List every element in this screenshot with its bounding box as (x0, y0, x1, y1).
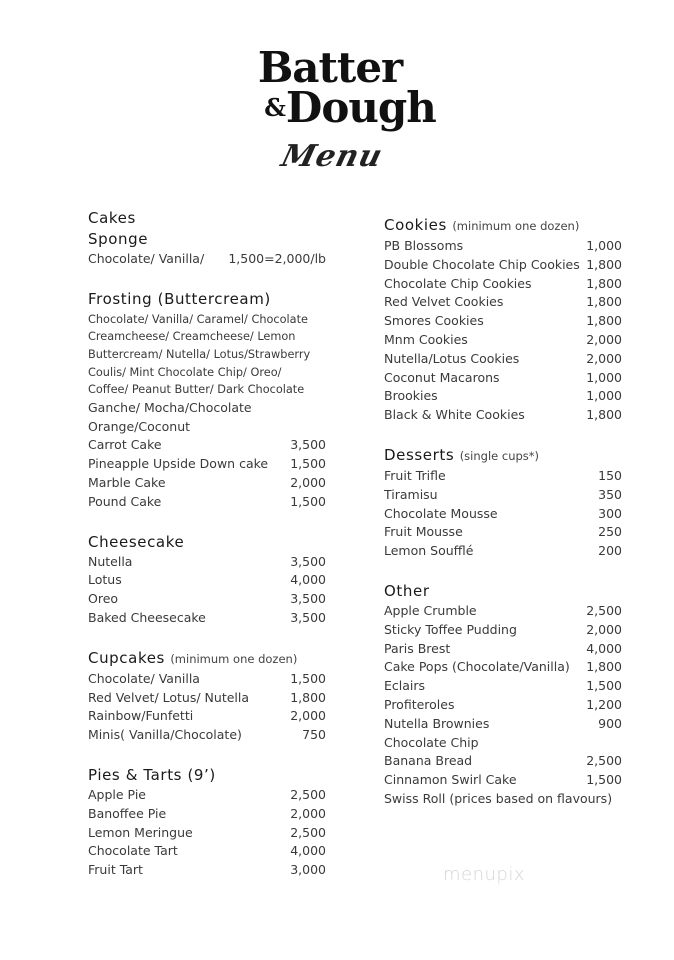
item-name: Double Chocolate Chip Cookies (384, 256, 580, 272)
item-price: 3,500 (290, 609, 326, 625)
section-title-text: Desserts (384, 445, 455, 464)
frosting-description-line: Buttercream/ Nutella/ Lotus/Strawberry (88, 347, 311, 361)
menu-item (88, 474, 326, 493)
menu-item (88, 590, 326, 609)
subsection-title-frosting: Frosting (Buttercream) (88, 289, 271, 308)
section-note: (minimum one dozen) (170, 651, 298, 666)
menu-item (384, 275, 622, 294)
menu-item (88, 726, 326, 745)
item-name: Sticky Toffee Pudding (384, 621, 517, 637)
section-title: Pies & Tarts (9’) (88, 765, 216, 784)
item-price: 3,500 (290, 437, 326, 453)
item-name: Baked Cheesecake (88, 609, 206, 625)
item-name: Nutella Brownies (384, 715, 490, 731)
item-price: 2,000 (290, 805, 326, 821)
item-name: Swiss Roll (prices based on flavours) (384, 790, 613, 806)
item-name: Chocolate/ Vanilla (88, 670, 200, 686)
item-price: 750 (302, 727, 326, 743)
section-title (384, 445, 622, 467)
item-price: 1,500 (586, 678, 622, 694)
item-price: 1,500 (586, 772, 622, 788)
menu-item (384, 237, 622, 256)
item-price: 150 (598, 467, 622, 483)
brand-name-dough: Dough (285, 83, 436, 132)
frosting-description-line: Ganche/ Mocha/Chocolate (88, 399, 252, 415)
item-price: 300 (598, 505, 622, 521)
item-name: Carrot Cake (88, 437, 162, 453)
item-name: Chocolate Mousse (384, 505, 498, 521)
menu-item (88, 805, 326, 824)
section-cupcakes (88, 648, 326, 745)
menu-item (384, 406, 622, 425)
watermark-text: menupix (443, 864, 526, 885)
item-name: Black & White Cookies (384, 407, 525, 423)
menu-item (88, 670, 326, 689)
item-name: Eclairs (384, 678, 426, 694)
frosting-description-line: Coffee/ Peanut Butter/ Dark Chocolate (88, 383, 305, 397)
item-name: Marble Cake (88, 474, 166, 490)
item-name: Paris Brest (384, 640, 451, 656)
menu-item (88, 786, 326, 805)
menu-item (88, 609, 326, 628)
item-price: 200 (598, 543, 622, 559)
section-note: (minimum one dozen) (452, 219, 580, 233)
item-price: 1,800 (586, 275, 622, 291)
item-price: 2,000 (290, 474, 326, 490)
section-other (384, 581, 622, 809)
item-price: 4,000 (290, 843, 326, 859)
menu-item (384, 790, 622, 809)
brand-ampersand: & (264, 93, 285, 122)
menu-item (384, 542, 622, 561)
item-price: 1,000 (586, 369, 622, 385)
frosting-description-line: Chocolate/ Vanilla/ Caramel/ Chocolate (88, 312, 308, 326)
menu-item (88, 689, 326, 708)
menu-item (384, 312, 622, 331)
section-cheesecake (88, 532, 326, 628)
item-price: 2,000 (290, 708, 326, 724)
menu-item (88, 493, 326, 512)
item-name: Fruit Trifle (384, 467, 446, 483)
item-name: Cinnamon Swirl Cake (384, 772, 517, 788)
item-name: Banana Bread (384, 753, 473, 769)
item-price: 1,800 (290, 689, 326, 705)
section-title: Cheesecake (88, 532, 185, 551)
item-price: 2,500 (586, 602, 622, 618)
item-price: 1,800 (586, 256, 622, 272)
menu-item (88, 571, 326, 590)
brand-name-line2 (26, 83, 674, 132)
item-price: 2,500 (586, 753, 622, 769)
item-name: Profiteroles (384, 696, 455, 712)
section-pies-tarts (88, 765, 326, 880)
menu-item (384, 734, 622, 753)
item-name: Lotus (88, 572, 122, 588)
section-title: Cakes (88, 209, 136, 227)
item-name: Nutella/Lotus Cookies (384, 350, 520, 366)
item-price: 1,500 (290, 493, 326, 509)
item-name: Chocolate/ Vanilla/ (88, 251, 205, 266)
item-name: Banoffee Pie (88, 805, 167, 821)
menu-item (384, 658, 622, 677)
menu-item (384, 752, 622, 771)
item-name: Oreo (88, 591, 119, 607)
menu-item (88, 824, 326, 843)
item-name: Mnm Cookies (384, 331, 468, 347)
item-name: Apple Pie (88, 786, 146, 802)
item-name: Rainbow/Funfetti (88, 708, 194, 724)
section-title (88, 648, 326, 670)
brand-name-line1: Batter (257, 43, 403, 92)
menu-item (384, 256, 622, 275)
item-name: Chocolate Chip (384, 734, 479, 750)
section-cookies (384, 215, 622, 425)
menu-item (384, 467, 622, 486)
brand-logo (0, 43, 674, 174)
item-price: 2,000 (586, 331, 622, 347)
item-price: 350 (598, 486, 622, 502)
menu-item (384, 640, 622, 659)
item-name: PB Blossoms (384, 238, 464, 253)
item-name: Coconut Macarons (384, 369, 500, 385)
item-name: Pound Cake (88, 493, 162, 509)
section-title-text: Cookies (384, 216, 447, 234)
item-name: Tiramisu (384, 486, 438, 502)
menu-item (384, 505, 622, 524)
section-note: (single cups*) (459, 448, 540, 463)
menu-item (384, 602, 622, 621)
item-name: Lemon Meringue (88, 824, 193, 840)
item-price: 1,800 (586, 294, 622, 310)
frosting-description-line: Orange/Coconut (88, 418, 191, 434)
menu-subtitle: Menu (277, 139, 387, 174)
item-price: 250 (598, 524, 622, 540)
item-name: Red Velvet Cookies (384, 294, 504, 310)
menu-item (384, 369, 622, 388)
menu-item (384, 331, 622, 350)
menu-item (384, 715, 622, 734)
frosting-description-line: Coulis/ Mint Chocolate Chip/ Oreo/ (88, 365, 282, 379)
item-price: 1,000 (586, 388, 622, 404)
menu-item (384, 621, 622, 640)
item-price: 1,000 (586, 238, 622, 253)
section-desserts (384, 445, 622, 561)
right-column (384, 215, 622, 829)
item-price: 3,500 (290, 553, 326, 569)
section-title (384, 215, 622, 237)
menu-item (384, 486, 622, 505)
item-price: 1,800 (586, 407, 622, 423)
menu-item (88, 436, 326, 455)
item-name: Apple Crumble (384, 602, 477, 618)
menu-item (88, 553, 326, 572)
item-name: Chocolate Tart (88, 843, 178, 859)
item-price: 1,800 (586, 313, 622, 329)
section-cakes (88, 208, 326, 512)
menu-item (88, 707, 326, 726)
frosting-description-line: Creamcheese/ Creamcheese/ Lemon (88, 330, 296, 344)
item-price: 2,500 (290, 786, 326, 802)
item-name: Smores Cookies (384, 313, 484, 329)
item-price: 4,000 (290, 572, 326, 588)
item-name: Chocolate Chip Cookies (384, 275, 532, 291)
item-price: 900 (598, 715, 622, 731)
item-name: Cake Pops (Chocolate/Vanilla) (384, 659, 570, 675)
item-price: 3,500 (290, 591, 326, 607)
item-name: Minis( Vanilla/Chocolate) (88, 727, 242, 743)
item-name: Red Velvet/ Lotus/ Nutella (88, 689, 250, 705)
item-price: 1,500=2,000/lb (228, 251, 326, 266)
item-name: Pineapple Upside Down cake (88, 456, 269, 472)
menu-item (88, 842, 326, 861)
menu-item (384, 771, 622, 790)
item-price: 1,500 (290, 670, 326, 686)
item-price: 1,500 (290, 456, 326, 472)
section-title-text: Cupcakes (88, 648, 165, 667)
item-name: Fruit Mousse (384, 524, 463, 540)
item-price: 1,200 (586, 696, 622, 712)
menu-item (384, 387, 622, 406)
section-title: Other (384, 581, 430, 600)
item-price: 4,000 (586, 640, 622, 656)
menu-item (384, 677, 622, 696)
item-price: 2,000 (586, 621, 622, 637)
menu-item (384, 523, 622, 542)
item-price: 1,800 (586, 659, 622, 675)
item-name: Fruit Tart (88, 862, 143, 878)
subsection-title-sponge: Sponge (88, 230, 149, 248)
menu-item (88, 250, 326, 269)
item-name: Brookies (384, 388, 438, 404)
item-price: 2,000 (586, 350, 622, 366)
menu-item (384, 350, 622, 369)
menu-item (384, 696, 622, 715)
menu-item (88, 455, 326, 474)
left-column (88, 208, 326, 900)
item-price: 3,000 (290, 862, 326, 878)
menu-item (88, 861, 326, 880)
item-name: Nutella (88, 553, 133, 569)
item-price: 2,500 (290, 824, 326, 840)
item-name: Lemon Soufflé (384, 543, 474, 559)
menu-item (384, 293, 622, 312)
